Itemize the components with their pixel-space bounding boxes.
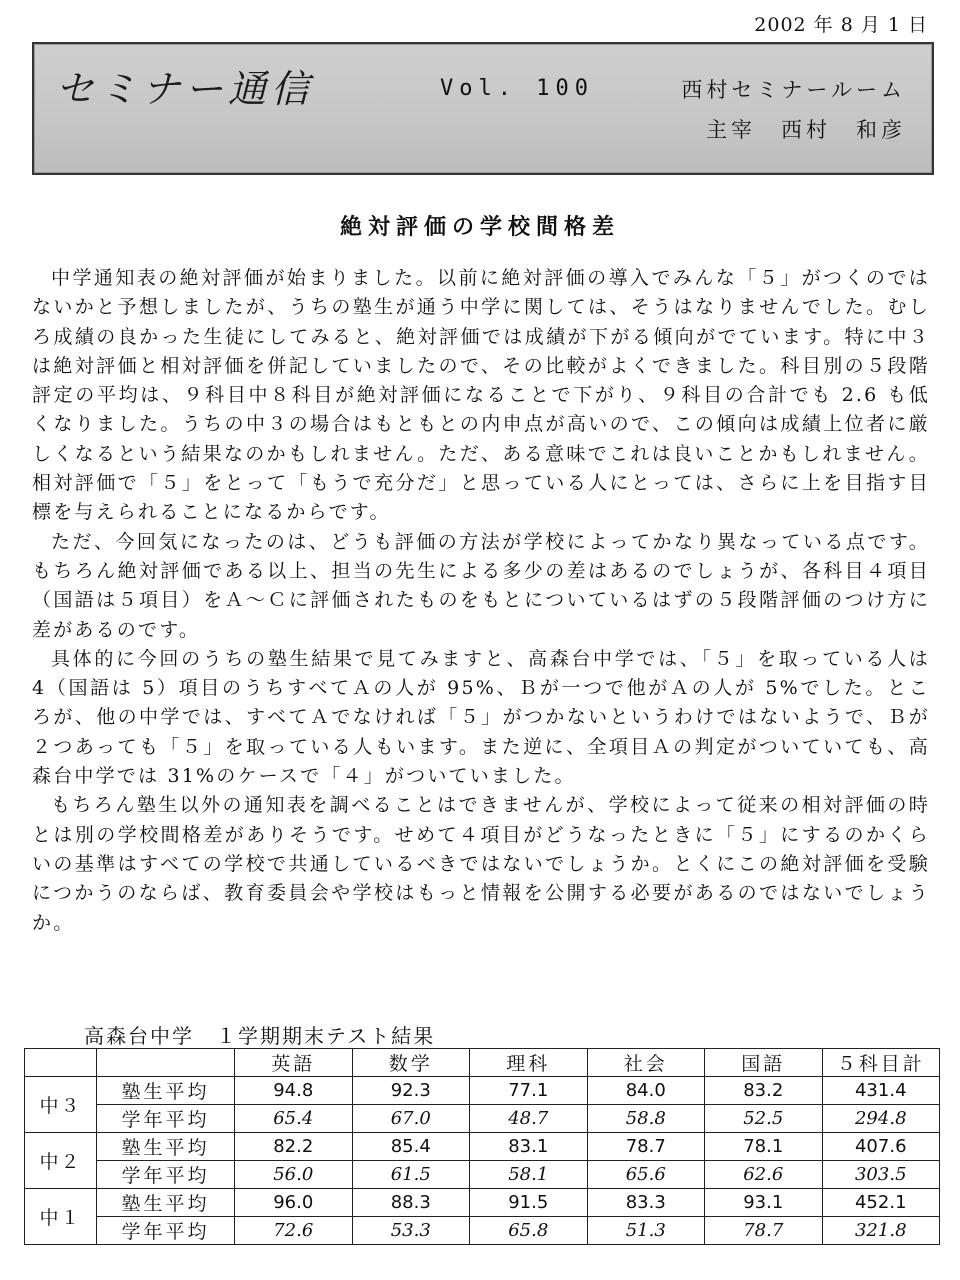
column-header: ５科目計 bbox=[822, 1049, 940, 1077]
row-label: 学年平均 bbox=[97, 1161, 235, 1189]
grade-label: 中２ bbox=[25, 1133, 97, 1189]
table-row bbox=[25, 1105, 940, 1133]
table-row bbox=[25, 1161, 940, 1189]
column-header: 国語 bbox=[705, 1049, 823, 1077]
volume-number: Vol. 100 bbox=[440, 76, 594, 101]
table-cell: 91.5 bbox=[470, 1189, 588, 1217]
table-cell: 61.5 bbox=[352, 1161, 470, 1189]
paragraph: 具体的に今回のうちの塾生結果で見てみますと、高森台中学では、「５」を取っている人は 4（国語は 5）項目のうちすべてＡの人が 95%、Ｂが一つで他がＡの人が 5%でした。ところが、他の中学では、すべてＡでなければ「５」がつかないというわけではないようで、Ｂが２つあっても「５」を取っている人もいます。また逆に、全項目Ａの判定がついていても、高森台中学では 31%のケースで「４」がついていました。 bbox=[32, 647, 930, 788]
table-cell: 58.1 bbox=[470, 1161, 588, 1189]
column-header: 英語 bbox=[235, 1049, 353, 1077]
row-label: 塾生平均 bbox=[97, 1189, 235, 1217]
paragraph: もちろん塾生以外の通知表を調べることはできませんが、学校によって従来の相対評価の時とは別の学校間格差がありそうです。せめて４項目がどうなったときに「５」にするのかくらいの基準はすべての学校で共通しているべきではないでしょうか。とくにこの絶対評価を受験につかうのならば、教育委員会や学校はもっと情報を公開する必要があるのではないでしょうか。 bbox=[32, 794, 930, 934]
table-cell: 58.8 bbox=[587, 1105, 705, 1133]
newsletter-title: セミナー通信 bbox=[56, 67, 315, 111]
table-cell: 83.1 bbox=[470, 1133, 588, 1161]
table-cell: 52.5 bbox=[705, 1105, 823, 1133]
table-cell: 94.8 bbox=[235, 1077, 353, 1105]
author-name: 主宰 西村 和彦 bbox=[706, 118, 906, 142]
newsletter-header bbox=[32, 42, 934, 175]
table-cell: 83.2 bbox=[705, 1077, 823, 1105]
table-cell: 84.0 bbox=[587, 1077, 705, 1105]
table-cell: 294.8 bbox=[822, 1105, 940, 1133]
table-cell: 431.4 bbox=[822, 1077, 940, 1105]
table-cell: 303.5 bbox=[822, 1161, 940, 1189]
header-blank bbox=[97, 1049, 235, 1077]
table-cell: 65.8 bbox=[470, 1217, 588, 1245]
organization-name: 西村セミナールーム bbox=[681, 78, 906, 102]
paragraph: 中学通知表の絶対評価が始まりました。以前に絶対評価の導入でみんな「５」がつくのではないかと予想しましたが、うちの塾生が通う中学に関しては、そうはなりませんでした。むしろ成績の良かった生徒にしてみると、絶対評価では成績が下がる傾向がでています。特に中３は絶対評価と相対評価を併記していましたので、その比較がよくできました。科目別の５段階評定の平均は、９科目中８科目が絶対評価になることで下がり、９科目の合計でも 2.6 も低くなりました。うちの中３の場合はもともとの内申点が高いので、この傾向は成績上位者に厳しくなるという結果なのかもしれません。ただ、ある意味でこれは良いことかもしれません。相対評価で「５」をとって「もうで充分だ」と思っている人にとっては、さらに上を目指す目標を与えられることになるからです。 bbox=[32, 267, 930, 524]
header-blank bbox=[25, 1049, 97, 1077]
table-row bbox=[25, 1189, 940, 1217]
table-cell: 83.3 bbox=[587, 1189, 705, 1217]
table-cell: 407.6 bbox=[822, 1133, 940, 1161]
table-cell: 452.1 bbox=[822, 1189, 940, 1217]
table-row bbox=[25, 1133, 940, 1161]
table-cell: 88.3 bbox=[352, 1189, 470, 1217]
table-cell: 77.1 bbox=[470, 1077, 588, 1105]
table-cell: 82.2 bbox=[235, 1133, 353, 1161]
results-table bbox=[24, 1048, 940, 1245]
row-label: 塾生平均 bbox=[97, 1077, 235, 1105]
grade-label: 中３ bbox=[25, 1077, 97, 1133]
table-cell: 78.1 bbox=[705, 1133, 823, 1161]
table-cell: 62.6 bbox=[705, 1161, 823, 1189]
table-cell: 53.3 bbox=[352, 1217, 470, 1245]
table-cell: 65.6 bbox=[587, 1161, 705, 1189]
table-cell: 92.3 bbox=[352, 1077, 470, 1105]
row-label: 学年平均 bbox=[97, 1105, 235, 1133]
table-cell: 96.0 bbox=[235, 1189, 353, 1217]
paragraph: ただ、今回気になったのは、どうも評価の方法が学校によってかなり異なっている点です。もちろん絶対評価である以上、担当の先生による多少の差はあるのでしょうが、各科目４項目（国語は５項目）をＡ〜Ｃに評価されたものをもとについているはずの５段階評価のつけ方に差があるのです。 bbox=[32, 530, 930, 641]
table-cell: 72.6 bbox=[235, 1217, 353, 1245]
table-cell: 78.7 bbox=[705, 1217, 823, 1245]
row-label: 学年平均 bbox=[97, 1217, 235, 1245]
row-label: 塾生平均 bbox=[97, 1133, 235, 1161]
article-body bbox=[32, 264, 930, 938]
table-cell: 65.4 bbox=[235, 1105, 353, 1133]
article-title: 絶対評価の学校間格差 bbox=[339, 214, 620, 240]
column-header: 数学 bbox=[352, 1049, 470, 1077]
table-cell: 56.0 bbox=[235, 1161, 353, 1189]
table-header-row bbox=[25, 1049, 940, 1077]
table-cell: 51.3 bbox=[587, 1217, 705, 1245]
table-row bbox=[25, 1077, 940, 1105]
table-cell: 85.4 bbox=[352, 1133, 470, 1161]
issue-date: 2002 年 8 月 1 日 bbox=[754, 14, 928, 36]
table-cell: 67.0 bbox=[352, 1105, 470, 1133]
table-cell: 78.7 bbox=[587, 1133, 705, 1161]
table-cell: 93.1 bbox=[705, 1189, 823, 1217]
table-row bbox=[25, 1217, 940, 1245]
grade-label: 中１ bbox=[25, 1189, 97, 1245]
table-cell: 48.7 bbox=[470, 1105, 588, 1133]
column-header: 社会 bbox=[587, 1049, 705, 1077]
column-header: 理科 bbox=[470, 1049, 588, 1077]
table-cell: 321.8 bbox=[822, 1217, 940, 1245]
table-caption: 高森台中学 １学期期末テスト結果 bbox=[84, 1024, 436, 1048]
